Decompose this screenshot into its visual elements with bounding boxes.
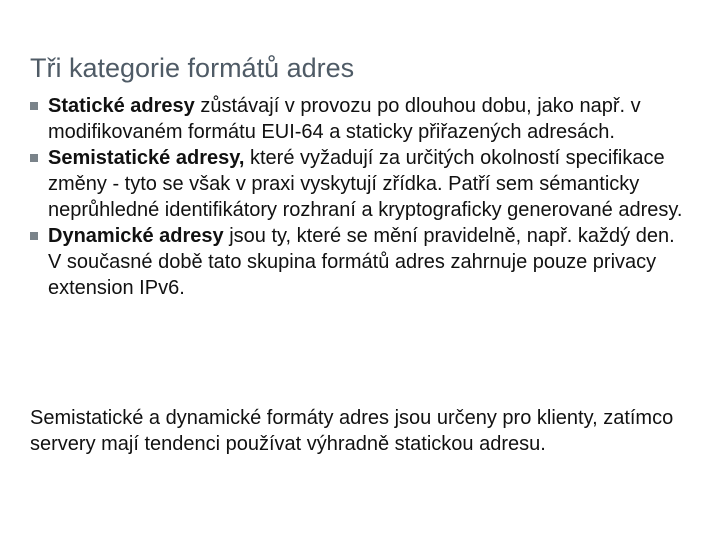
bullet-term: Semistatické adresy,	[48, 147, 245, 169]
bullet-term: Dynamické adresy	[48, 225, 224, 247]
bullet-term: Statické adresy	[48, 95, 195, 117]
bullet-text: jsou ty, které se mění pravidelně, např. každý den. V současné době tato skupina formátů adres zahrnuje pouze privacy extension IPv6.	[48, 225, 675, 299]
square-bullet-icon	[30, 154, 38, 162]
bullet-text: které vyžadují za určitých okolností specifikace změny - tyto se však v praxi vyskytují zřídka. Patří sem sémanticky neprůhledné identifikátory rozhraní a kryptograficky generované adresy.	[48, 147, 683, 221]
summary-paragraph: Semistatické a dynamické formáty adres jsou určeny pro klienty, zatímco servery mají tendenci používat výhradně statickou adresu.	[30, 407, 674, 455]
bullet-item-static	[30, 93, 690, 145]
slide-title: Tři kategorie formátů adres	[30, 53, 355, 84]
bullet-item-semistatic	[30, 145, 690, 223]
square-bullet-icon	[30, 102, 38, 110]
bullet-text: zůstávají v provozu po dlouhou dobu, jako např. v modifikovaném formátu EUI-64 a staticky přiřazených adresách.	[48, 95, 641, 143]
bullet-list	[30, 93, 690, 301]
bullet-item-dynamic	[30, 223, 690, 301]
square-bullet-icon	[30, 232, 38, 240]
